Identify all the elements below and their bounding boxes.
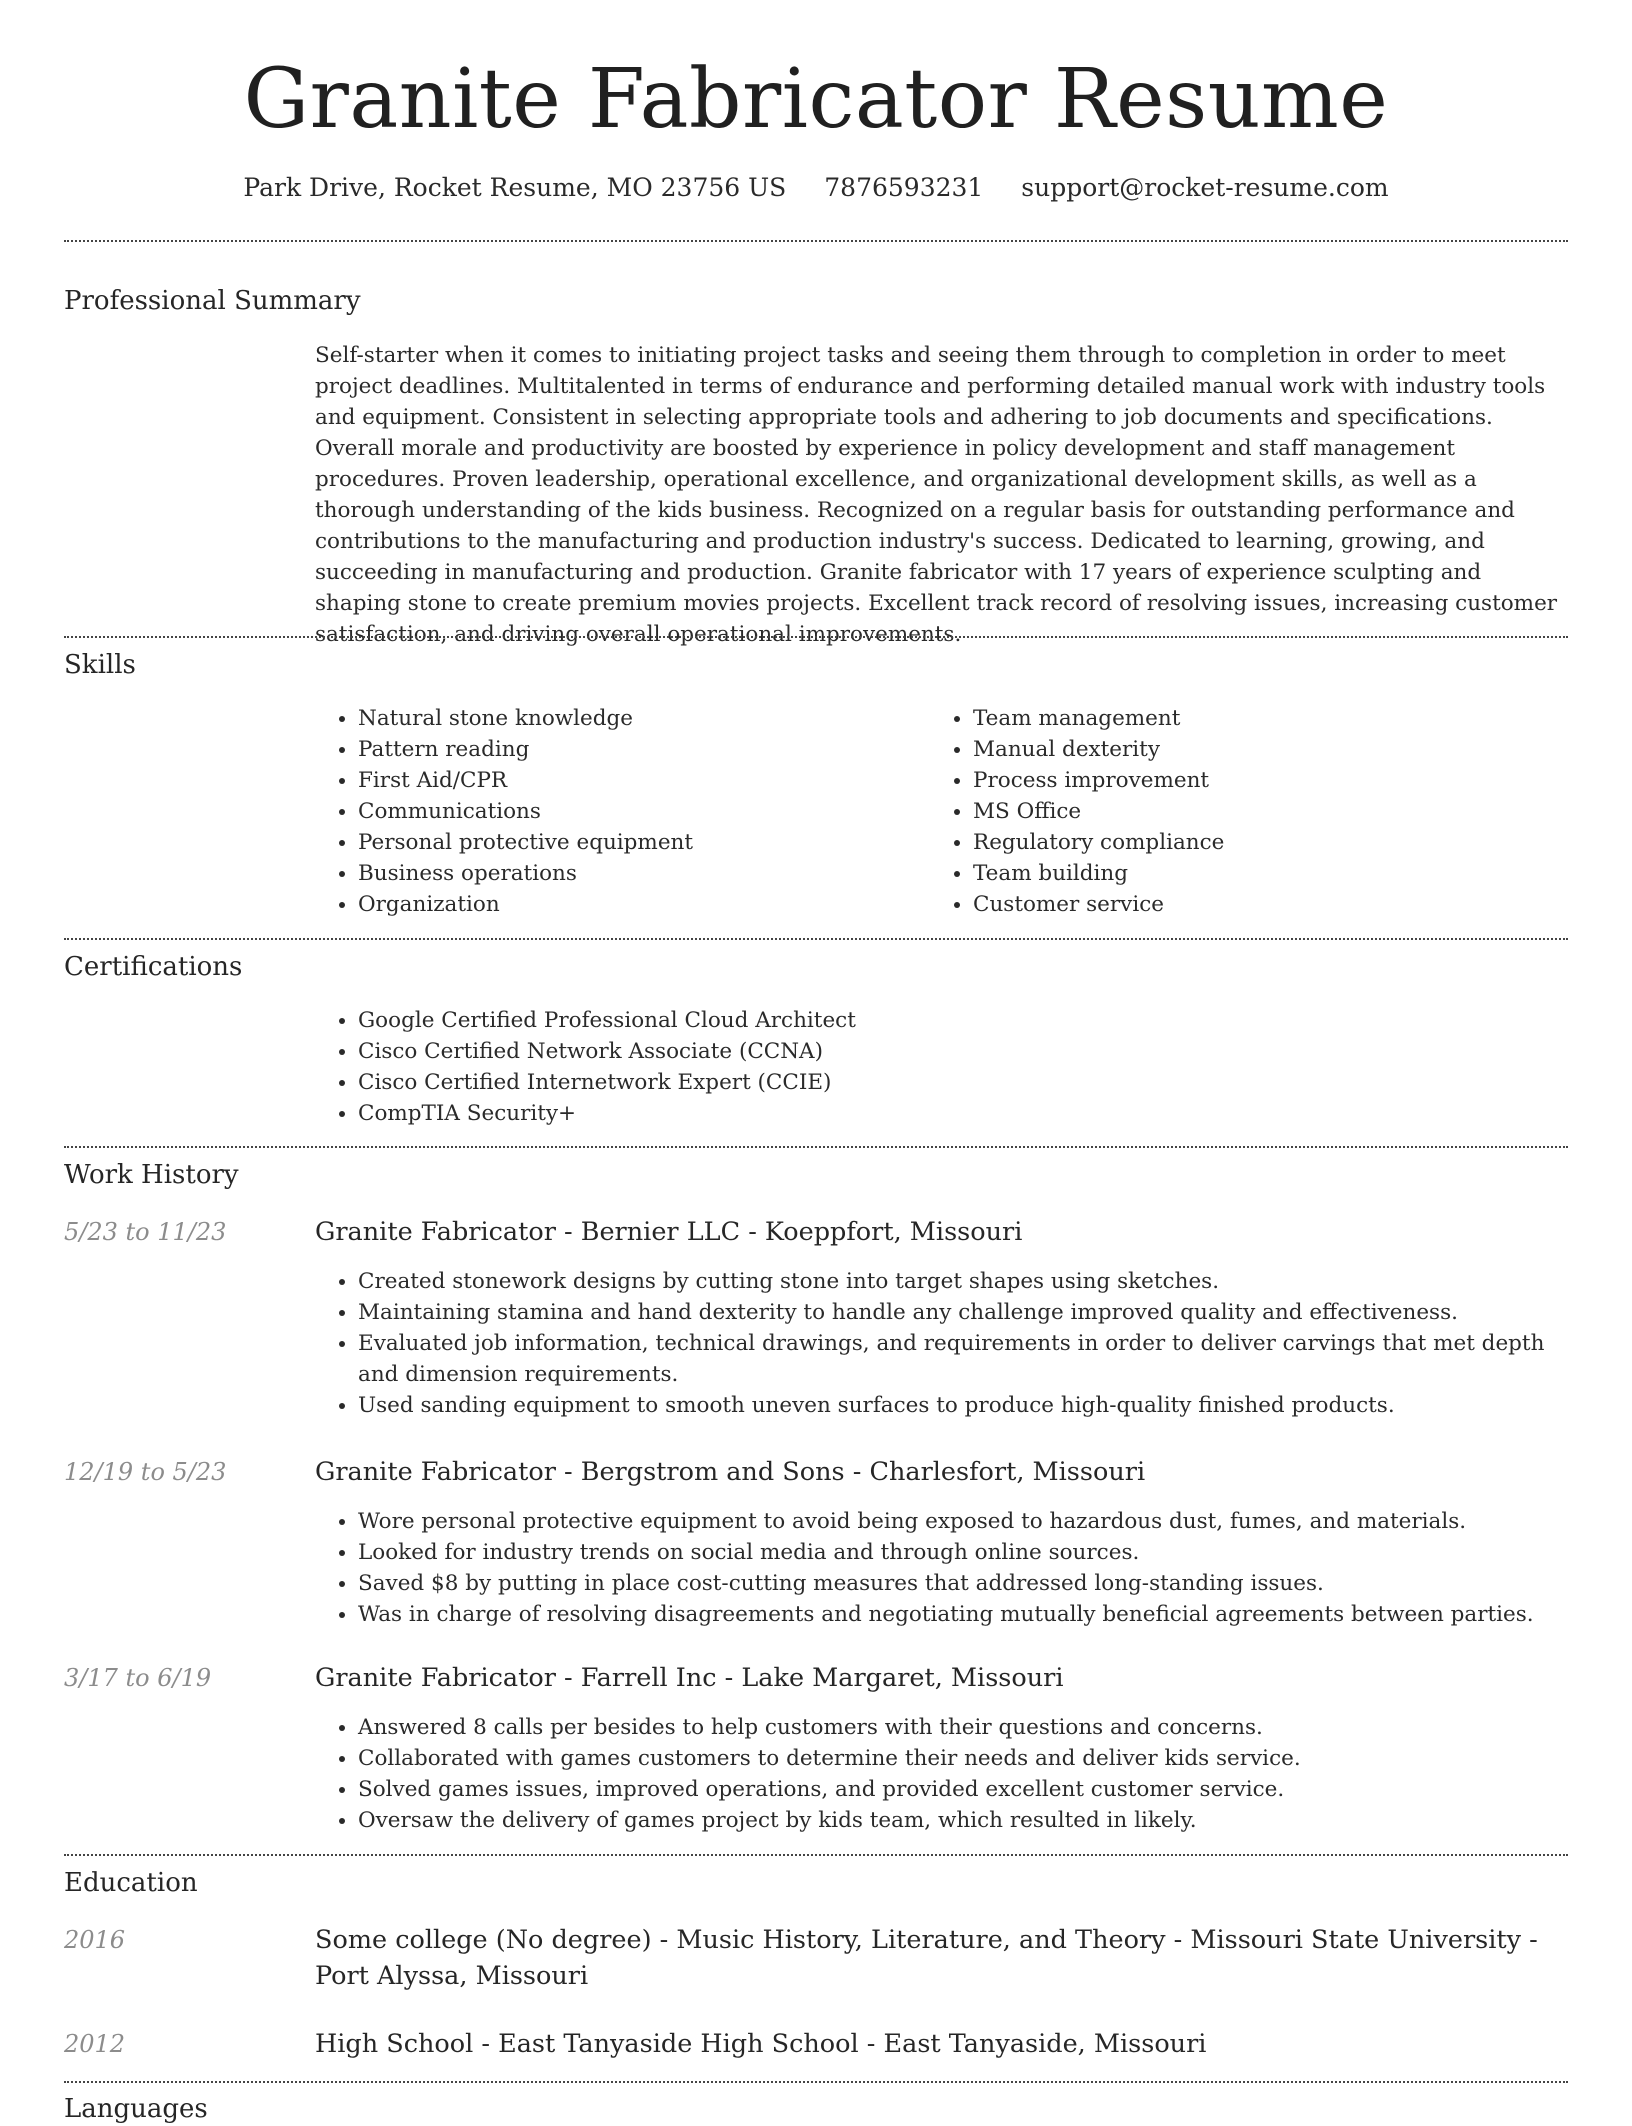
- skill-item: • Organization: [358, 889, 918, 920]
- resume-title: Granite Fabricator Resume: [243, 52, 1389, 147]
- job-bullet: • Oversaw the delivery of games project by kids team, which resulted in likely.: [358, 1805, 1568, 1836]
- certification-item: • Google Certified Professional Cloud Architect: [358, 1005, 1568, 1036]
- contact-address: Park Drive, Rocket Resume, MO 23756 US: [243, 173, 787, 202]
- job-dates: 3/17 to 6/19: [64, 1664, 212, 1692]
- job-dates: 5/23 to 11/23: [64, 1218, 227, 1246]
- skill-item: • Customer service: [973, 889, 1573, 920]
- certification-item: • Cisco Certified Network Associate (CCNA): [358, 1036, 1568, 1067]
- contact-line: [0, 170, 1632, 206]
- contact-phone: 7876593231: [824, 173, 984, 202]
- job-bullets: [314, 1266, 1568, 1421]
- job-bullets: [314, 1712, 1568, 1836]
- job-bullet: • Wore personal protective equipment to avoid being exposed to hazardous dust, fumes, and materials.: [358, 1506, 1568, 1537]
- job-title: Granite Fabricator - Bergstrom and Sons - Charlesfort, Missouri: [315, 1457, 1146, 1487]
- divider: [64, 1146, 1568, 1148]
- skill-item: • Personal protective equipment: [358, 827, 918, 858]
- certification-item: • CompTIA Security+: [358, 1098, 1568, 1129]
- job-bullet: • Was in charge of resolving disagreements and negotiating mutually beneficial agreements between parties.: [358, 1599, 1568, 1630]
- skill-item: • First Aid/CPR: [358, 765, 918, 796]
- divider: [64, 938, 1568, 940]
- skill-item: • Team building: [973, 858, 1573, 889]
- divider: [64, 1854, 1568, 1856]
- divider: [64, 240, 1568, 242]
- education-year: 2016: [64, 1926, 126, 1954]
- skill-item: • MS Office: [973, 796, 1573, 827]
- contact-email: support@rocket-resume.com: [1021, 173, 1389, 202]
- skill-item: • Manual dexterity: [973, 734, 1573, 765]
- job-bullet: • Maintaining stamina and hand dexterity to handle any challenge improved quality and effectiveness.: [358, 1297, 1568, 1328]
- job-bullet: • Collaborated with games customers to determine their needs and deliver kids service.: [358, 1743, 1568, 1774]
- summary-text: Self-starter when it comes to initiating project tasks and seeing them through to completion in order to meet project deadlines. Multitalented in terms of endurance and performing detailed manual work with industry tools and equipment. Consistent in selecting appropriate tools and adhering to job documents and specifications. Overall morale and productivity are boosted by experience in policy development and staff management procedures. Proven leadership, operational excellence, and organizational development skills, as well as a thorough understanding of the kids business. Recognized on a regular basis for outstanding performance and contributions to the manufacturing and production industry's success. Dedicated to learning, growing, and succeeding in manufacturing and production. Granite fabricator with 17 years of experience sculpting and shaping stone to create premium movies projects. Excellent track record of resolving issues, increasing customer satisfaction, and driving overall operational improvements.: [315, 343, 1558, 647]
- section-title-summary: Professional Summary: [64, 286, 361, 316]
- job-bullet: • Looked for industry trends on social media and through online sources.: [358, 1537, 1568, 1568]
- divider: [64, 636, 1568, 638]
- education-entry: High School - East Tanyaside High School - East Tanyaside, Missouri: [315, 2029, 1207, 2059]
- job-bullet: • Saved $8 by putting in place cost-cutting measures that addressed long-standing issues.: [358, 1568, 1568, 1599]
- job-bullet: • Answered 8 calls per besides to help customers with their questions and concerns.: [358, 1712, 1568, 1743]
- job-title: Granite Fabricator - Bernier LLC - Koeppfort, Missouri: [315, 1217, 1023, 1247]
- job-title: Granite Fabricator - Farrell Inc - Lake Margaret, Missouri: [315, 1663, 1064, 1693]
- section-title-education: Education: [64, 1868, 198, 1898]
- skills-list-left: [314, 703, 918, 920]
- section-title-languages: Languages: [64, 2094, 208, 2124]
- skill-item: • Communications: [358, 796, 918, 827]
- job-bullet: • Created stonework designs by cutting stone into target shapes using sketches.: [358, 1266, 1568, 1297]
- education-year: 2012: [64, 2030, 126, 2058]
- skill-item: • Business operations: [358, 858, 918, 889]
- skill-item: • Team management: [973, 703, 1573, 734]
- section-title-certifications: Certifications: [64, 952, 243, 982]
- skill-item: • Pattern reading: [358, 734, 918, 765]
- certifications-list: [314, 1005, 1568, 1129]
- education-entry: Some college (No degree) - Music History, Literature, and Theory - Missouri State University - Port Alyssa, Missouri: [315, 1925, 1538, 1991]
- section-title-work-history: Work History: [64, 1160, 239, 1190]
- skill-item: • Regulatory compliance: [973, 827, 1573, 858]
- certification-item: • Cisco Certified Internetwork Expert (CCIE): [358, 1067, 1568, 1098]
- job-bullet: • Solved games issues, improved operations, and provided excellent customer service.: [358, 1774, 1568, 1805]
- section-title-skills: Skills: [64, 650, 136, 680]
- divider: [64, 2081, 1568, 2083]
- skill-item: • Natural stone knowledge: [358, 703, 918, 734]
- job-bullet: • Evaluated job information, technical drawings, and requirements in order to deliver carvings that met depth and dimension requirements.: [358, 1328, 1568, 1390]
- job-bullet: • Used sanding equipment to smooth uneven surfaces to produce high-quality finished products.: [358, 1390, 1568, 1421]
- skill-item: • Process improvement: [973, 765, 1573, 796]
- job-bullets: [314, 1506, 1568, 1630]
- job-dates: 12/19 to 5/23: [64, 1458, 227, 1486]
- skills-list-right: [929, 703, 1573, 920]
